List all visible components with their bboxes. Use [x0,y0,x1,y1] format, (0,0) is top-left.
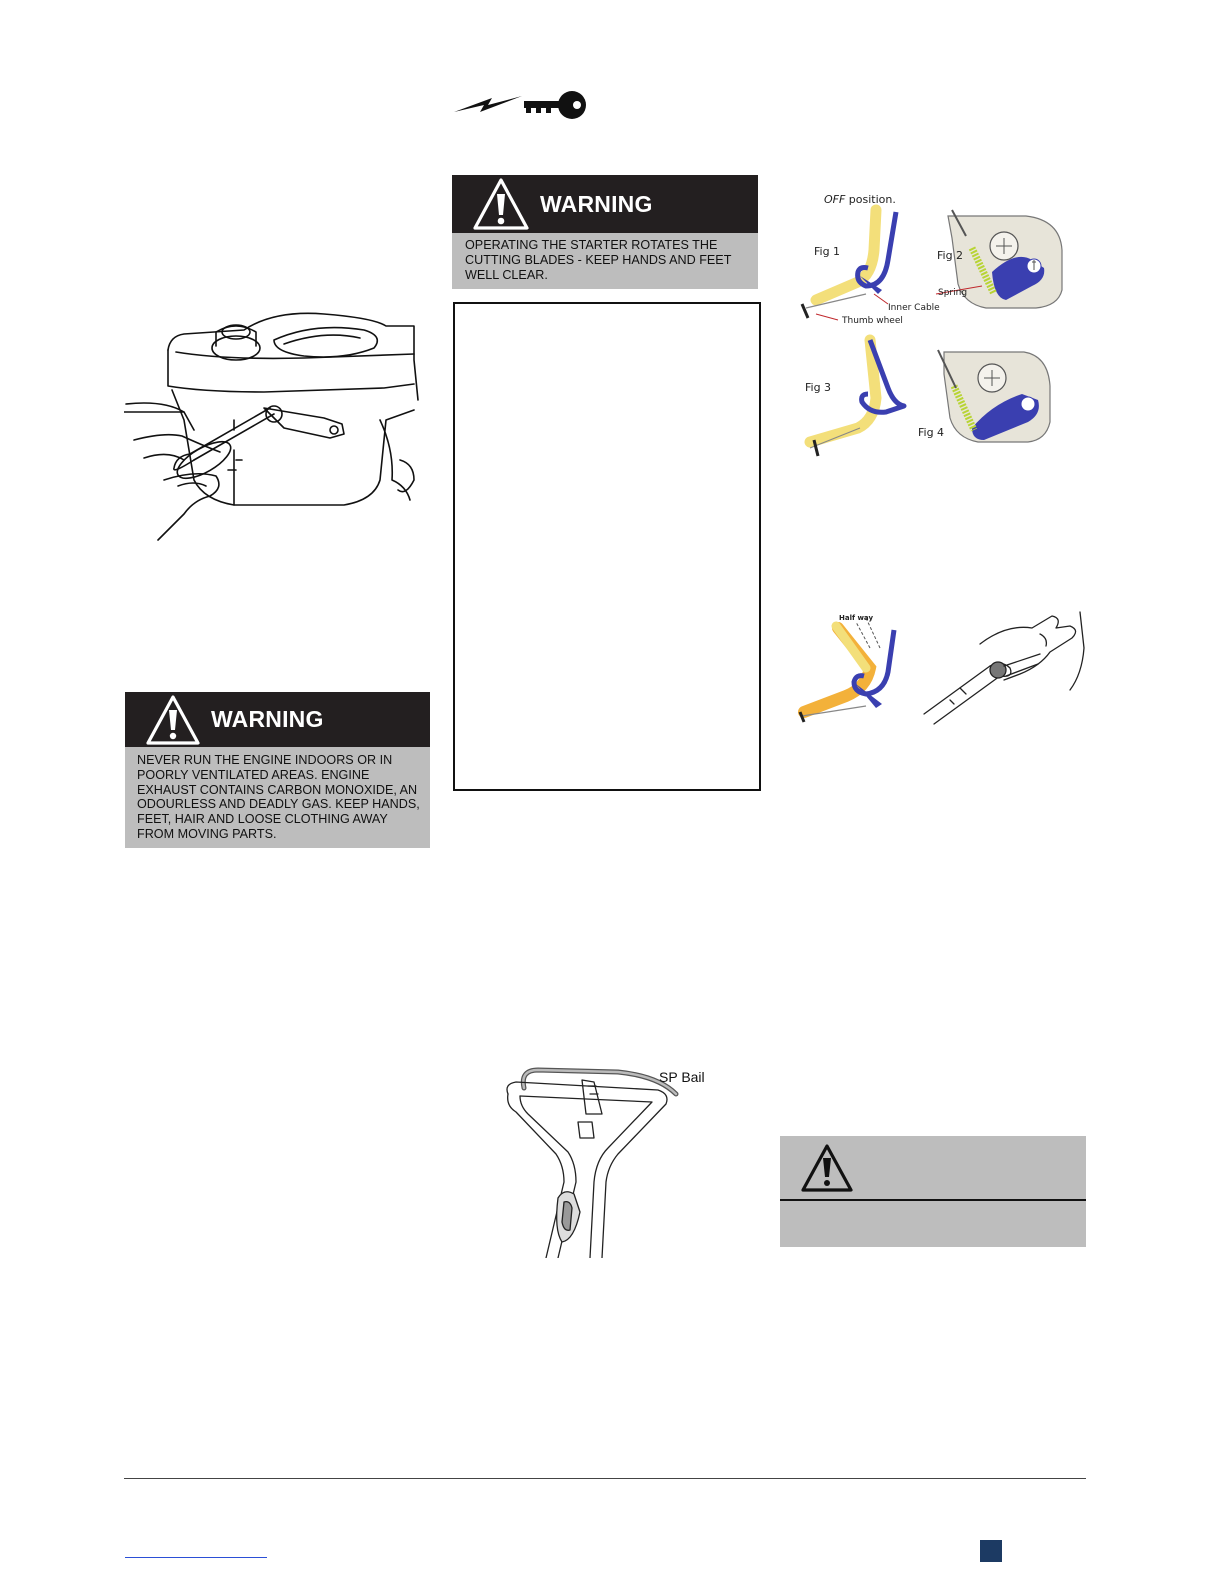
spring-label: Spring [938,288,968,298]
warning-box-starter [452,175,758,289]
off-position-rest: position. [845,193,896,206]
empty-framed-box [453,302,761,791]
warning-text: OPERATING THE STARTER ROTATES THE CUTTING BLADES - KEEP HANDS AND FEET WELL CLEAR. [452,233,758,289]
warning-header [125,692,430,747]
half-way-figure [796,608,912,726]
caution-box [780,1136,1086,1247]
engine-adjustment-illustration [124,300,424,545]
thumb-wheel-label: Thumb wheel [842,316,903,326]
cable-adjustment-figures [796,190,1086,465]
warning-text: NEVER RUN THE ENGINE INDOORS OR IN POORLY VENTILATED AREAS. ENGINE EXHAUST CONTAINS CARBON MONOXIDE, AN ODOURLESS AND DEADLY GAS. KEEP HANDS, FEET, HAIR AND LOOSE CLOTHING AWAY FROM MOVING PARTS. [125,747,430,848]
hand-on-handle-figure [920,604,1090,728]
warning-box-carbon-monoxide [125,692,430,848]
warning-triangle-icon [145,694,201,746]
sp-bail-label: SP Bail [659,1069,705,1085]
warning-heading: WARNING [540,190,653,217]
half-way-label: Half way [839,614,874,622]
fig2-label: Fig 2 [937,249,964,262]
footer-rule [124,1478,1086,1479]
warning-header [452,175,758,233]
inner-cable-label: Inner Cable [888,303,940,313]
fig4-label: Fig 4 [918,426,945,439]
sp-bail-illustration [498,1062,718,1258]
warning-triangle-icon [800,1143,854,1193]
warning-triangle-icon [472,177,530,231]
off-position-italic: OFF [824,193,846,206]
warning-heading: WARNING [211,706,324,732]
fig3-label: Fig 3 [805,381,832,394]
page-marker [980,1540,1002,1562]
caution-divider [780,1199,1086,1201]
fig1-label: Fig 1 [814,245,841,258]
footer-link-underline[interactable] [125,1557,267,1558]
lightning-key-icon [452,88,592,122]
